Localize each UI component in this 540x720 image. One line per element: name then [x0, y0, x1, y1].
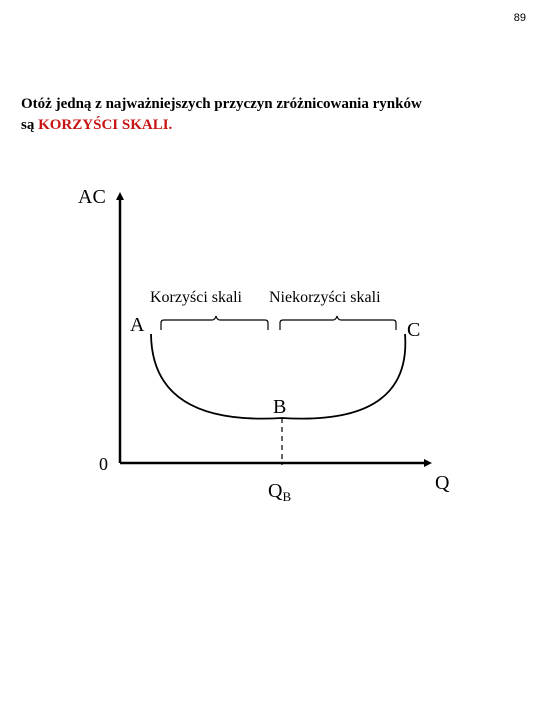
- qb-main: Q: [268, 480, 283, 502]
- origin-label: 0: [99, 454, 108, 474]
- y-axis-label: AC: [78, 186, 106, 208]
- point-b-label: B: [273, 396, 287, 418]
- point-a-label: A: [130, 314, 145, 336]
- intro-highlight: KORZYŚCI SKALI.: [38, 117, 173, 133]
- intro-line-1: Otóż jedną z najważniejszych przyczyn zróżnicowania rynków: [21, 96, 422, 112]
- point-c-label: C: [407, 319, 421, 341]
- economies-label: Korzyści skali: [150, 289, 242, 306]
- diseconomies-label: Niekorzyści skali: [269, 289, 381, 306]
- intro-line-2-prefix: są: [21, 117, 39, 133]
- diseconomies-brace: [280, 316, 396, 330]
- qb-subscript: B: [282, 489, 292, 504]
- page-number: 89: [513, 12, 526, 24]
- x-axis-label: Q: [435, 472, 450, 494]
- qb-label: [268, 480, 291, 504]
- economies-brace: [161, 316, 268, 330]
